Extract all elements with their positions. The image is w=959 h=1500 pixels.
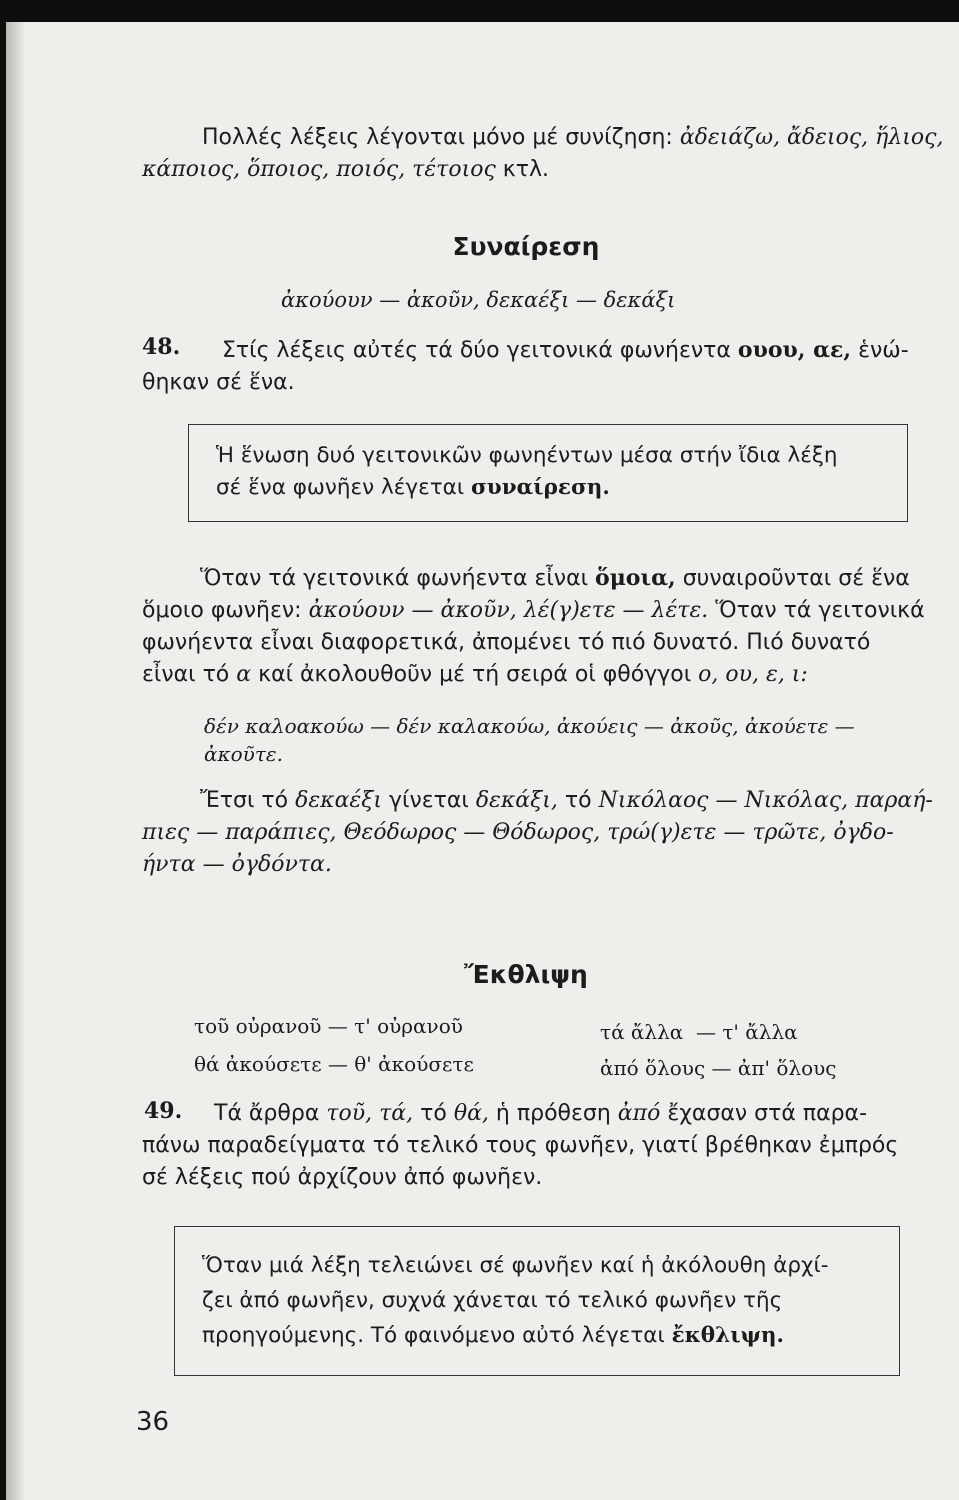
intro-text: κτλ. (502, 157, 549, 182)
paragraph-vowel-strength: Ὅταν τά γειτονικά φωνήεντα εἶναι ὅμοια, συναιροῦνται σέ ἕνα ὅμοιο φωνῆεν: ἀκούουν — ἀκοῦν, λέ(γ)ετε — λέτε. Ὅταν τά γειτονικά φωνήεντα εἶναι διαφορετικά, ἀπομένει τό πιό δυνατό. Πιό δυνατό εἶναι τό α καί ἀκολουθοῦν μέ τή σειρά οἱ φθόγγοι ο, ου, ε, ι: (142, 565, 925, 687)
paragraph-number: 49. (144, 1098, 183, 1124)
term-ekthlipsi: ἔκθλιψη. (671, 1323, 784, 1348)
paragraph-number: 48. (142, 334, 181, 360)
synairesi-example: ἀκούουν — ἀκοῦν, δεκαέξι — δεκάξι (281, 288, 676, 312)
page-spine-shadow (6, 22, 24, 1500)
section-heading-ekthlipsi: Ἔκθλιψη (464, 960, 588, 989)
page-number: 36 (136, 1407, 170, 1437)
intro-examples: ἀδειάζω, ἄδειος, ἥλιος, (679, 125, 944, 150)
intro-text: Πολλές λέξεις λέγονται μόνο μέ συνίζηση: (202, 125, 680, 150)
ekthlipsi-example: τά ἄλλα — τ' ἄλλα (600, 1020, 798, 1044)
section-heading-synairesi: Συναίρεση (452, 232, 600, 261)
paragraph-etsi: Ἔτσι τό δεκαέξι γίνεται δεκάξι, τό Νικόλαος — Νικόλας, παραή- πιες — παράπιες, Θεόδωρος — Θόδωρος, τρώ(γ)ετε — τρῶτε, ὀγδο- ήντα — ὀγδόντα. (142, 788, 933, 877)
term-synairesi: συναίρεση. (470, 475, 610, 500)
definition-text-ekthlipsi: Ὅταν μιά λέξη τελειώνει σέ φωνῆεν καί ἡ ἀκόλουθη ἀρχί- ζει ἀπό φωνῆεν, συχνά χάνεται τό τελικό φωνῆεν τῆς προηγούμενης. Τό φαινόμενο αὐτό λέγεται ἔκθλιψη. (202, 1253, 829, 1348)
intro-examples: κάποιος, ὅποιος, ποιός, τέτοιος (142, 157, 503, 182)
book-page (6, 22, 959, 1500)
ekthlipsi-example: θά ἀκούσετε — θ' ἀκούσετε (194, 1052, 474, 1076)
ekthlipsi-example: τοῦ οὐρανοῦ — τ' οὐρανοῦ (194, 1014, 463, 1038)
intro-paragraph (142, 122, 947, 186)
paragraph-48: Στίς λέξεις αὐτές τά δύο γειτονικά φωνήεντα ουου, αε, ἑνώ- θηκαν σέ ἕνα. (142, 337, 909, 395)
ekthlipsi-example: ἀπό ὅλους — ἀπ' ὅλους (600, 1056, 837, 1080)
paragraph-49: Τά ἄρθρα τοῦ, τά, τό θά, ἡ πρόθεση ἀπό ἔχασαν στά παρα- πάνω παραδείγματα τό τελικό τους φωνῆεν, γιατί βρέθηκαν ἐμπρός σέ λέξεις πού ἀρχίζουν ἀπό φωνῆεν. (142, 1101, 899, 1190)
vowel-examples: δέν καλοακούω — δέν καλακούω, ἀκούεις — ἀκοῦς, ἀκούετε — ἀκοῦτε. (204, 714, 855, 766)
definition-text-synairesi: Ἡ ἕνωση δυό γειτονικῶν φωνηέντων μέσα στήν ἴδια λέξη σέ ἕνα φωνῆεν λέγεται συναίρεση. (216, 443, 838, 500)
